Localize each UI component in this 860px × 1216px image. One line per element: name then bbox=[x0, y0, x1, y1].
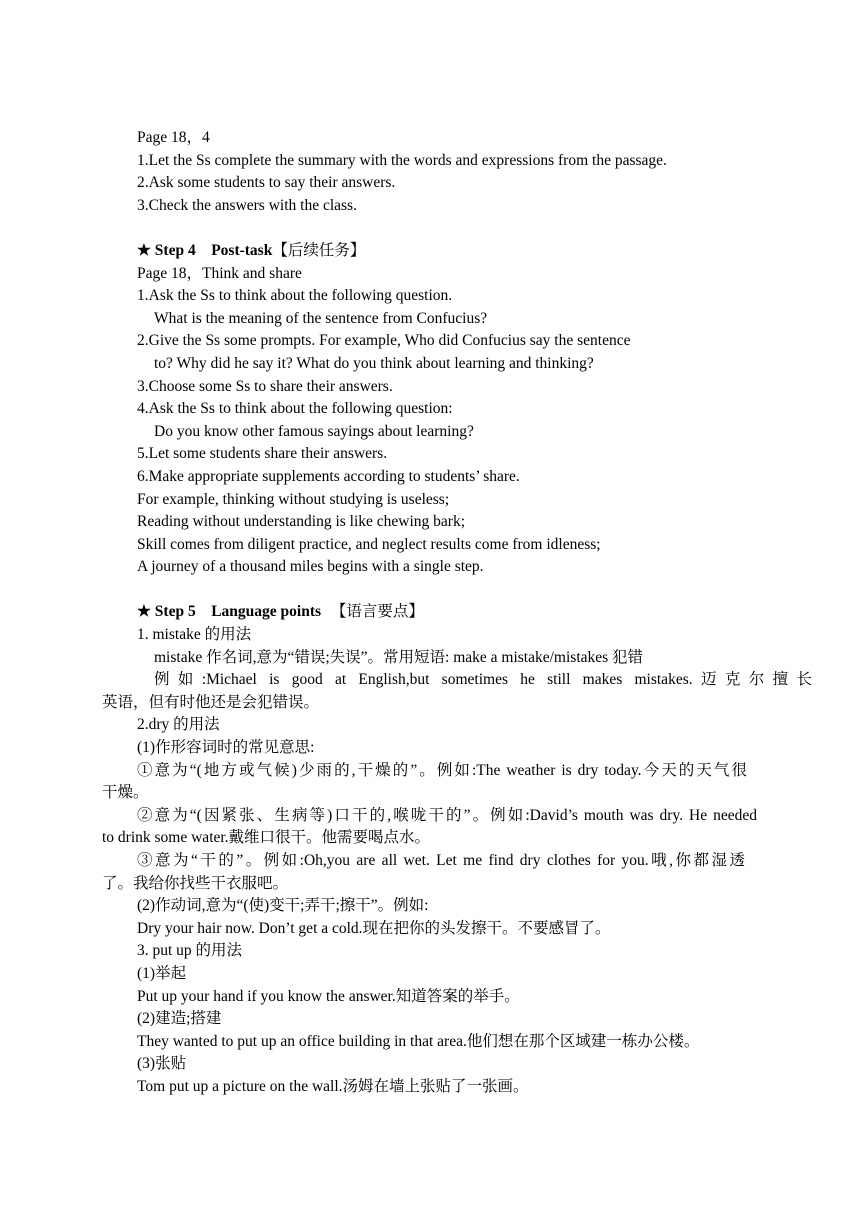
instruction-line: 1.Let the Ss complete the summary with the words and expressions from the passage. bbox=[137, 151, 667, 169]
question-line: Do you know other famous sayings about learning? bbox=[154, 422, 474, 440]
example-sentence-part: 例如:Michael is good at English,but sometimes he still makes mistakes.迈克尔擅长 bbox=[154, 671, 812, 689]
step4-heading bbox=[137, 240, 860, 263]
meaning-line-cont: 干燥。 bbox=[102, 784, 149, 802]
instruction-line: 2.Give the Ss some prompts. For example, Who did Confucius say the sentence bbox=[137, 332, 631, 350]
sub-heading: (1)作形容词时的常见意思: bbox=[137, 739, 315, 757]
star-icon: ★ bbox=[137, 241, 151, 259]
star-icon: ★ bbox=[137, 603, 151, 621]
point-heading: 1. mistake 的用法 bbox=[137, 626, 252, 644]
document-page bbox=[0, 127, 860, 1099]
instruction-continuation: to? Why did he say it? What do you think about learning and thinking? bbox=[154, 354, 594, 372]
sub-heading: (1)举起 bbox=[137, 964, 187, 982]
example-line: A journey of a thousand miles begins with a single step. bbox=[137, 558, 484, 576]
example-sentence: Put up your hand if you know the answer.知道答案的举手。 bbox=[137, 987, 520, 1005]
meaning-line-cont: to drink some water.戴维口很干。他需要喝点水。 bbox=[102, 829, 431, 847]
meaning-line-part: ③意为“干的”。例如:Oh,you are all wet. Let me find dry clothes for you.哦,你都湿透 bbox=[137, 852, 745, 869]
sub-heading: (3)张贴 bbox=[137, 1055, 187, 1073]
step5-title: Step 5 Language points bbox=[154, 603, 322, 621]
meaning-line-part: ②意为“(因紧张、生病等)口干的,喉咙干的”。例如:David’s mouth was dry. He needed bbox=[137, 806, 757, 824]
point-definition: mistake 作名词,意为“错误;失误”。常用短语: make a mistake/mistakes 犯错 bbox=[154, 648, 644, 666]
instruction-line: 2.Ask some students to say their answers. bbox=[137, 174, 396, 192]
meaning-line-cont: 了。我给你找些干衣服吧。 bbox=[102, 874, 289, 892]
question-line: What is the meaning of the sentence from Confucius? bbox=[154, 309, 488, 327]
spacer bbox=[0, 579, 860, 602]
page-reference: Page 18，Think and share bbox=[137, 264, 302, 282]
instruction-line: 3.Choose some Ss to share their answers. bbox=[137, 377, 393, 395]
meaning-line bbox=[102, 850, 860, 873]
point-heading: 3. put up 的用法 bbox=[137, 942, 243, 960]
meaning-line bbox=[102, 760, 860, 783]
step5-title-cn: 【语言要点】 bbox=[330, 603, 424, 621]
page-reference: Page 18，4 bbox=[137, 129, 210, 146]
instruction-line: 4.Ask the Ss to think about the following question: bbox=[137, 400, 453, 418]
instruction-line: 6.Make appropriate supplements according to students’ share. bbox=[137, 467, 520, 485]
sub-heading: (2)作动词,意为“(使)变干;弄干;擦干”。例如: bbox=[137, 897, 429, 915]
meaning-line-part: ①意为“(地方或气候)少雨的,干燥的”。例如:The weather is dry today.今天的天气很 bbox=[137, 761, 747, 779]
spacer bbox=[0, 217, 860, 240]
step4-title-cn: 【后续任务】 bbox=[272, 241, 366, 259]
point-heading: 2.dry 的用法 bbox=[137, 716, 220, 734]
instruction-line: 5.Let some students share their answers. bbox=[137, 445, 388, 463]
example-line: For example, thinking without studying is useless; bbox=[137, 490, 450, 508]
example-sentence: They wanted to put up an office building in that area.他们想在那个区域建一栋办公楼。 bbox=[137, 1032, 700, 1050]
meaning-line bbox=[102, 805, 860, 828]
example-line: Skill comes from diligent practice, and neglect results come from idleness; bbox=[137, 535, 601, 553]
sub-heading: (2)建造;搭建 bbox=[137, 1010, 222, 1028]
step5-heading bbox=[137, 601, 860, 624]
example-sentence bbox=[102, 669, 860, 692]
step4-title: Step 4 Post-task bbox=[154, 241, 273, 259]
instruction-line: 3.Check the answers with the class. bbox=[137, 196, 357, 214]
example-sentence: Tom put up a picture on the wall.汤姆在墙上张贴了一张画。 bbox=[137, 1077, 529, 1095]
example-sentence-cont: 英语，但有时他还是会犯错误。 bbox=[102, 693, 320, 711]
example-sentence: Dry your hair now. Don’t get a cold.现在把你的头发擦干。不要感冒了。 bbox=[137, 919, 611, 937]
instruction-line: 1.Ask the Ss to think about the following question. bbox=[137, 287, 453, 305]
example-line: Reading without understanding is like chewing bark; bbox=[137, 513, 466, 531]
